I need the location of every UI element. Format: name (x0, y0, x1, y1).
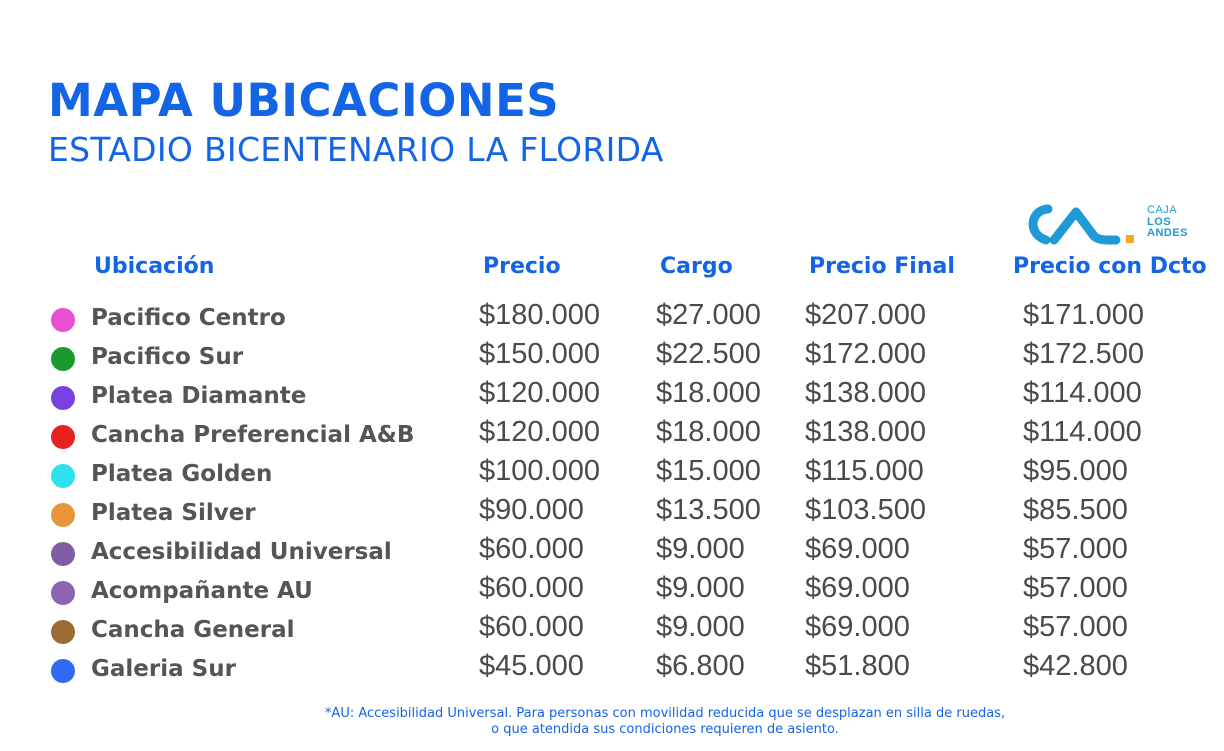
cell-dcto: $114.000 (1023, 416, 1142, 448)
cell-cargo: $15.000 (656, 455, 761, 487)
cell-cargo: $18.000 (656, 416, 761, 448)
location-name: Galeria Sur (91, 656, 236, 682)
logo-line-1: CAJA (1147, 204, 1178, 216)
location-color-dot-icon (51, 425, 75, 449)
table-row (0, 377, 1224, 416)
location-name: Pacifico Sur (91, 344, 244, 370)
table-row (0, 338, 1224, 377)
location-name: Cancha General (91, 617, 295, 643)
cell-cargo: $27.000 (656, 299, 761, 331)
column-header-precio: Precio (483, 254, 561, 279)
cell-final: $103.500 (805, 494, 926, 526)
cell-precio: $120.000 (479, 416, 600, 448)
column-header-ubicacion: Ubicación (94, 254, 215, 279)
cell-dcto: $42.800 (1023, 650, 1128, 682)
location-name: Platea Golden (91, 461, 273, 487)
cell-dcto: $95.000 (1023, 455, 1128, 487)
location-color-dot-icon (51, 542, 75, 566)
cell-cargo: $9.000 (656, 611, 745, 643)
cell-precio: $60.000 (479, 572, 584, 604)
cell-final: $69.000 (805, 533, 910, 565)
cell-final: $69.000 (805, 572, 910, 604)
cell-cargo: $22.500 (656, 338, 761, 370)
table-row (0, 494, 1224, 533)
cell-final: $69.000 (805, 611, 910, 643)
location-name: Acompañante AU (91, 578, 313, 604)
cell-cargo: $9.000 (656, 533, 745, 565)
column-header-precio-con-dcto: Precio con Dcto (1013, 254, 1207, 279)
page-title: MAPA UBICACIONES (48, 74, 560, 127)
location-name: Cancha Preferencial A&B (91, 422, 415, 448)
cell-dcto: $85.500 (1023, 494, 1128, 526)
cell-cargo: $13.500 (656, 494, 761, 526)
column-header-precio-final: Precio Final (809, 254, 955, 279)
cell-dcto: $114.000 (1023, 377, 1142, 409)
cell-precio: $90.000 (479, 494, 584, 526)
table-row (0, 299, 1224, 338)
cell-dcto: $172.500 (1023, 338, 1144, 370)
cell-precio: $60.000 (479, 533, 584, 565)
table-row (0, 533, 1224, 572)
location-color-dot-icon (51, 464, 75, 488)
location-name: Platea Silver (91, 500, 256, 526)
location-color-dot-icon (51, 503, 75, 527)
cell-final: $207.000 (805, 299, 926, 331)
location-color-dot-icon (51, 308, 75, 332)
cell-precio: $150.000 (479, 338, 600, 370)
cell-final: $138.000 (805, 416, 926, 448)
cell-precio: $100.000 (479, 455, 600, 487)
cell-precio: $120.000 (479, 377, 600, 409)
cell-cargo: $18.000 (656, 377, 761, 409)
location-color-dot-icon (51, 659, 75, 683)
footnote-line-2: o que atendida sus condiciones requieren de asiento. (491, 722, 839, 737)
cell-dcto: $171.000 (1023, 299, 1144, 331)
footnote-line-1: *AU: Accesibilidad Universal. Para personas con movilidad reducida que se desplazan en silla de ruedas, (324, 706, 1006, 721)
location-name: Accesibilidad Universal (91, 539, 392, 565)
page-subtitle: ESTADIO BICENTENARIO LA FLORIDA (48, 130, 664, 169)
location-name: Pacifico Centro (91, 305, 286, 331)
table-row (0, 650, 1224, 689)
location-name: Platea Diamante (91, 383, 307, 409)
cell-final: $172.000 (805, 338, 926, 370)
logo-line-3: ANDES (1147, 227, 1189, 239)
cell-precio: $180.000 (479, 299, 600, 331)
cell-final: $138.000 (805, 377, 926, 409)
location-color-dot-icon (51, 347, 75, 371)
cell-precio: $45.000 (479, 650, 584, 682)
logo-line-2: LOS (1147, 215, 1172, 228)
cell-final: $115.000 (805, 455, 924, 487)
table-row (0, 572, 1224, 611)
cell-dcto: $57.000 (1023, 533, 1128, 565)
cell-cargo: $9.000 (656, 572, 745, 604)
cell-final: $51.800 (805, 650, 910, 682)
cell-precio: $60.000 (479, 611, 584, 643)
location-color-dot-icon (51, 620, 75, 644)
location-color-dot-icon (51, 581, 75, 605)
cell-dcto: $57.000 (1023, 611, 1128, 643)
table-row (0, 455, 1224, 494)
table-row (0, 611, 1224, 650)
location-color-dot-icon (51, 386, 75, 410)
cell-cargo: $6.800 (656, 650, 745, 682)
column-header-cargo: Cargo (660, 254, 733, 279)
table-row (0, 416, 1224, 455)
logo-wordmark (1147, 205, 1188, 240)
footnote (0, 706, 1224, 738)
cell-dcto: $57.000 (1023, 572, 1128, 604)
